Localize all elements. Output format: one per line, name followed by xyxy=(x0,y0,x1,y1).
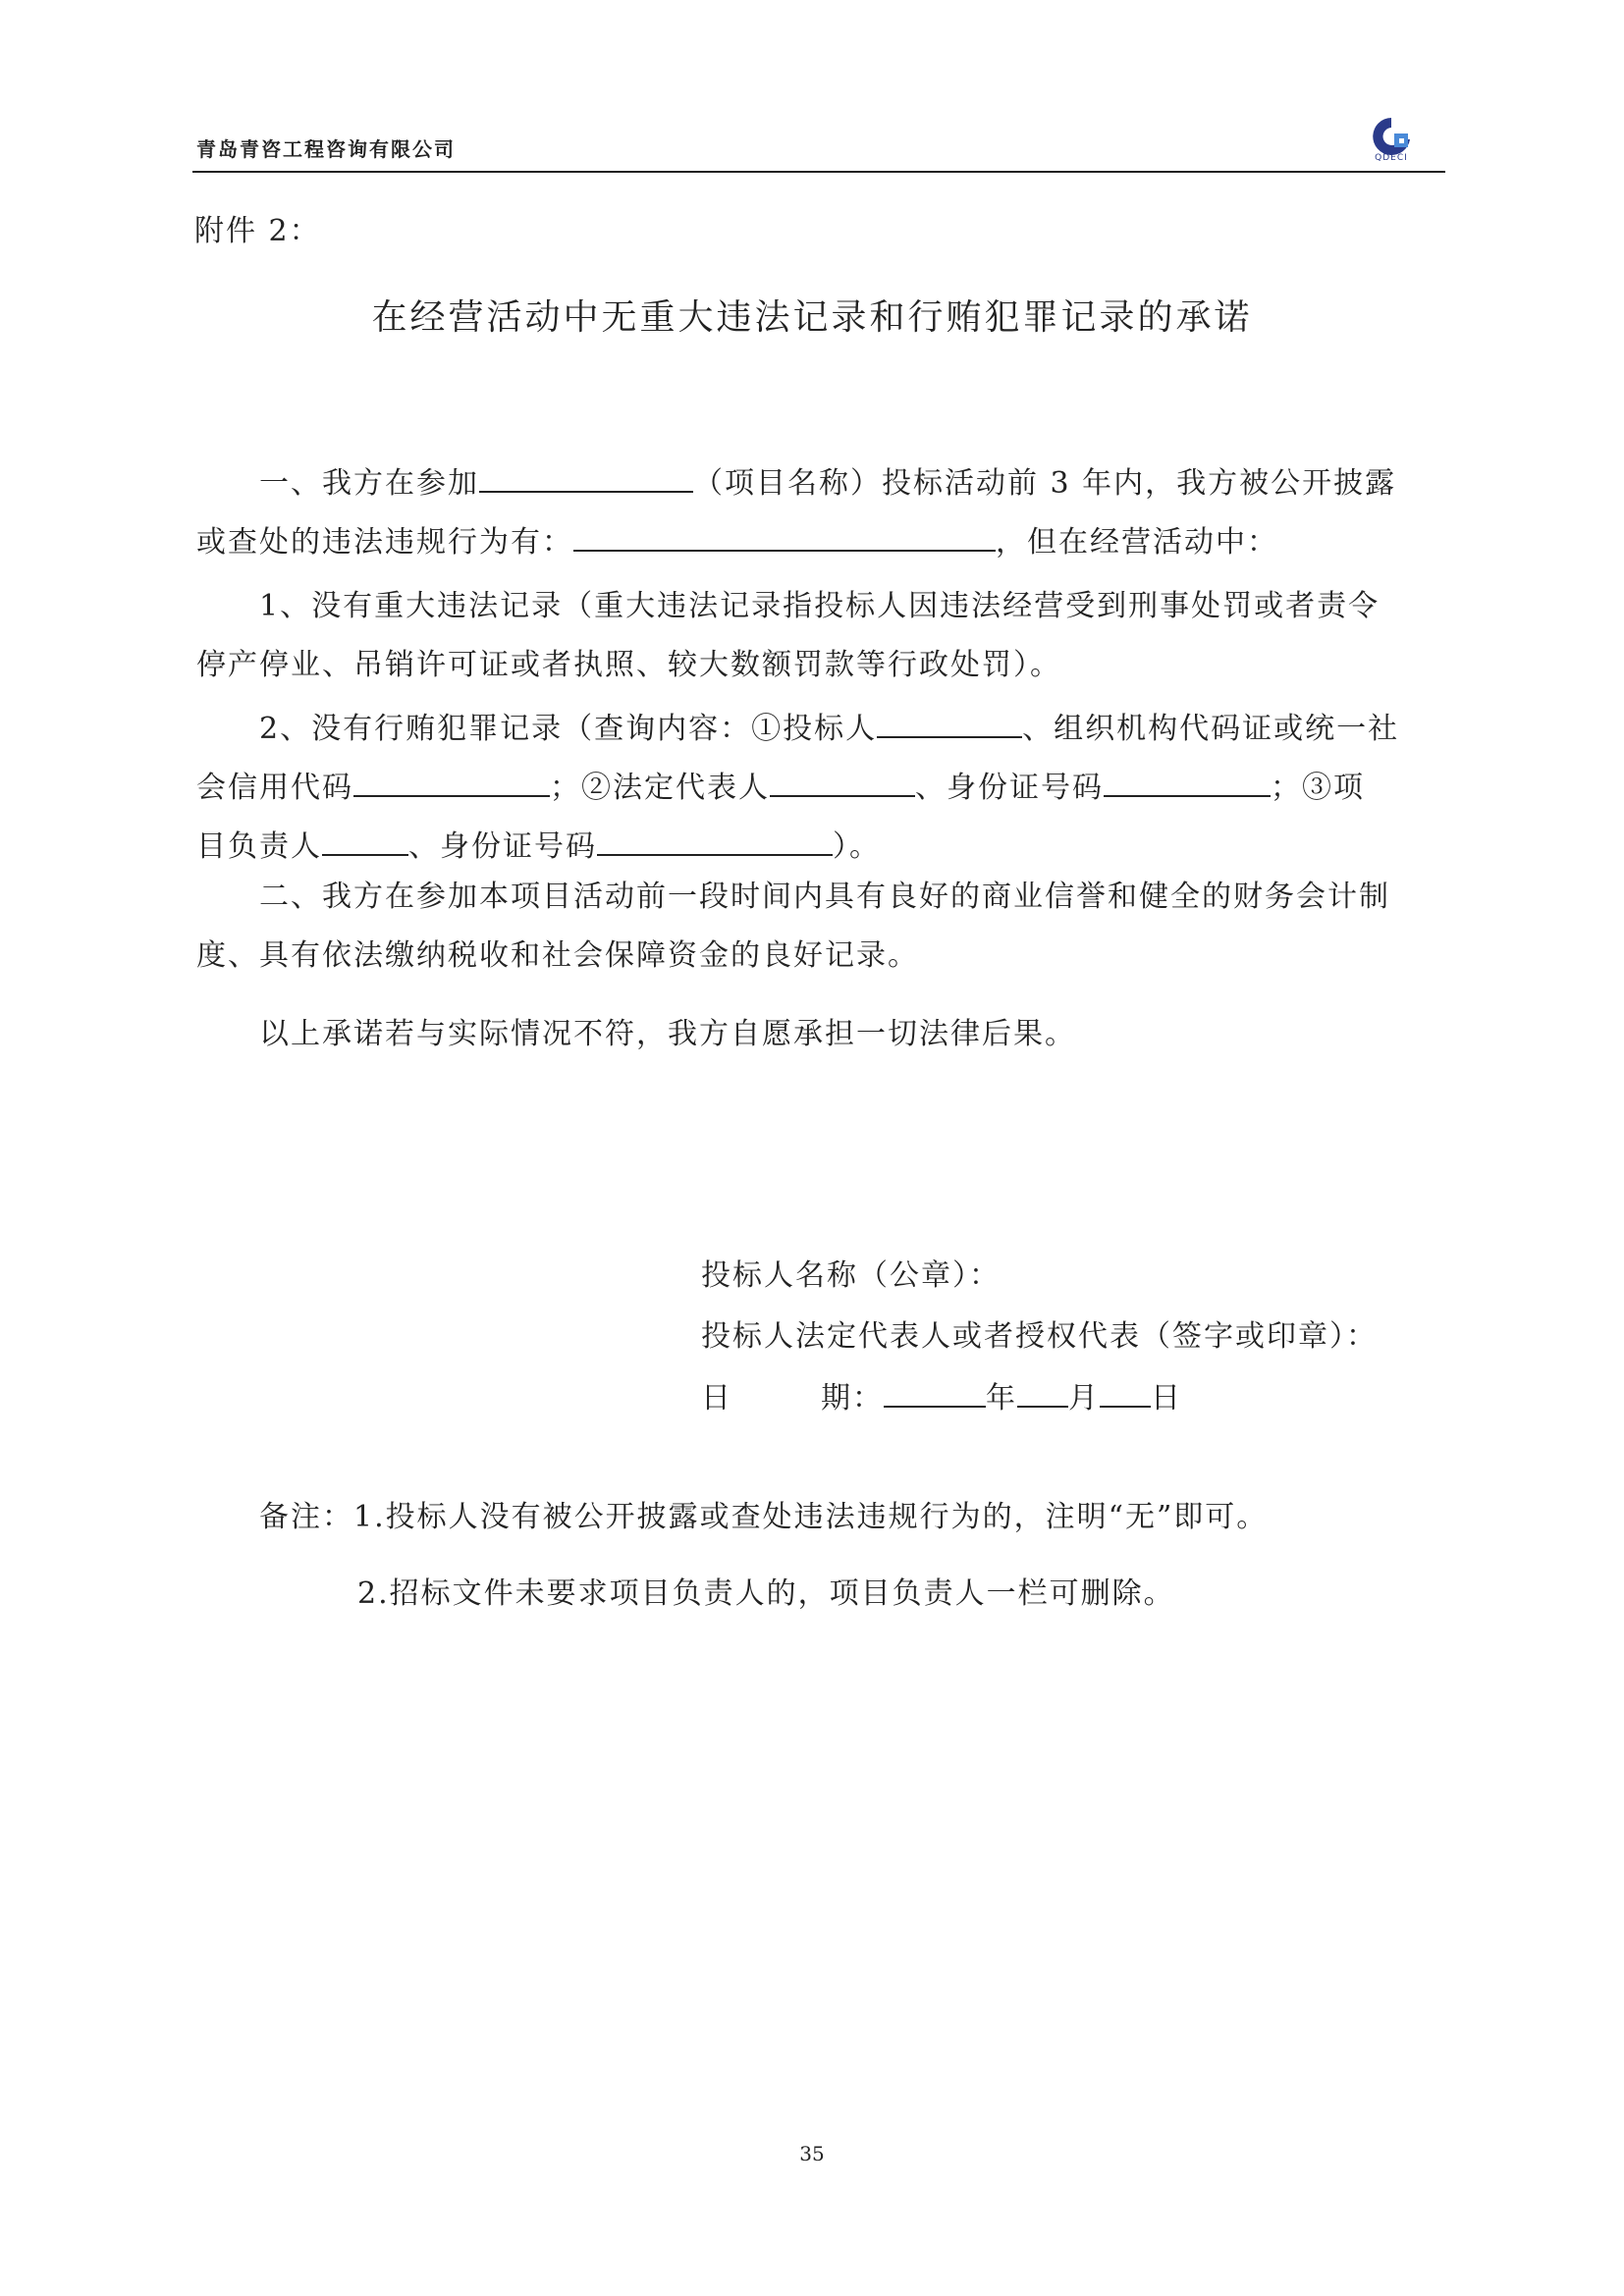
item2-text-d: ；②法定代表人 xyxy=(550,771,770,805)
section1-text-c: 或查处的违法违规行为有： xyxy=(196,525,573,560)
section2-line2: 度、具有依法缴纳税收和社会保障资金的良好记录。 xyxy=(196,938,919,973)
item2-line2 xyxy=(196,768,1365,808)
header-divider xyxy=(192,171,1445,173)
item2-text-g: 目负责人 xyxy=(196,829,322,864)
section1-text-a: 一、我方在参加 xyxy=(259,466,479,501)
date-line xyxy=(701,1378,1182,1418)
item1-line2: 停产停业、吊销许可证或者执照、较大数额罚款等行政处罚）。 xyxy=(196,648,1061,682)
representative-label: 投标人法定代表人或者授权代表（签字或印章）： xyxy=(701,1319,1378,1354)
item2-text-f: ；③项 xyxy=(1271,771,1365,805)
item2-text-c: 会信用代码 xyxy=(196,771,353,805)
year-label: 年 xyxy=(986,1381,1017,1415)
attachment-label: 附件 2： xyxy=(194,214,321,248)
legal-rep-blank xyxy=(770,768,915,797)
page-number: 35 xyxy=(799,2142,825,2165)
item2-line3 xyxy=(196,827,881,867)
legal-rep-id-blank xyxy=(1104,768,1271,797)
section2-line1: 二、我方在参加本项目活动前一段时间内具有良好的商业信誉和健全的财务会计制 xyxy=(259,880,1390,914)
item2-line1 xyxy=(259,709,1399,749)
month-blank xyxy=(1017,1378,1068,1408)
section1-line1 xyxy=(259,463,1396,504)
project-lead-blank xyxy=(322,827,408,856)
day-label: 日 xyxy=(1151,1381,1182,1415)
item2-text-b: 、组织机构代码证或统一社 xyxy=(1022,712,1400,746)
section1-line2 xyxy=(196,522,1278,562)
year-blank xyxy=(884,1378,986,1408)
project-lead-id-blank xyxy=(597,827,833,856)
section1-text-b: （项目名称）投标活动前 3 年内，我方被公开披露 xyxy=(693,466,1397,501)
item2-text-e: 、身份证号码 xyxy=(915,771,1104,805)
project-name-blank xyxy=(479,463,693,493)
violations-blank xyxy=(573,522,996,552)
item2-text-i: ）。 xyxy=(833,829,881,864)
item2-text-h: 、身份证号码 xyxy=(408,829,597,864)
credit-code-blank xyxy=(353,768,550,797)
bidder-name-label: 投标人名称（公章）： xyxy=(701,1258,1001,1293)
date-label-ri: 日 xyxy=(701,1381,732,1415)
date-label-qi: 期： xyxy=(821,1381,884,1415)
section1-text-d: ，但在经营活动中： xyxy=(996,525,1278,560)
page-title: 在经营活动中无重大违法记录和行贿犯罪记录的承诺 xyxy=(371,297,1253,338)
item1-line1: 1、没有重大违法记录（重大违法记录指投标人因违法经营受到刑事处罚或者责令 xyxy=(259,589,1380,623)
day-blank xyxy=(1100,1378,1151,1408)
commitment-statement: 以上承诺若与实际情况不符，我方自愿承担一切法律后果。 xyxy=(259,1017,1076,1051)
note-line1: 备注：1.投标人没有被公开披露或查处违法违规行为的，注明“无”即可。 xyxy=(259,1500,1269,1534)
item2-text-a: 2、没有行贿犯罪记录（查询内容：①投标人 xyxy=(259,712,878,746)
month-label: 月 xyxy=(1068,1381,1100,1415)
logo-text: QDECI xyxy=(1375,153,1408,163)
note-line2: 2.招标文件未要求项目负责人的，项目负责人一栏可删除。 xyxy=(357,1576,1175,1611)
bidder-blank xyxy=(877,709,1022,738)
header-company-name: 青岛青咨工程咨询有限公司 xyxy=(196,137,456,161)
